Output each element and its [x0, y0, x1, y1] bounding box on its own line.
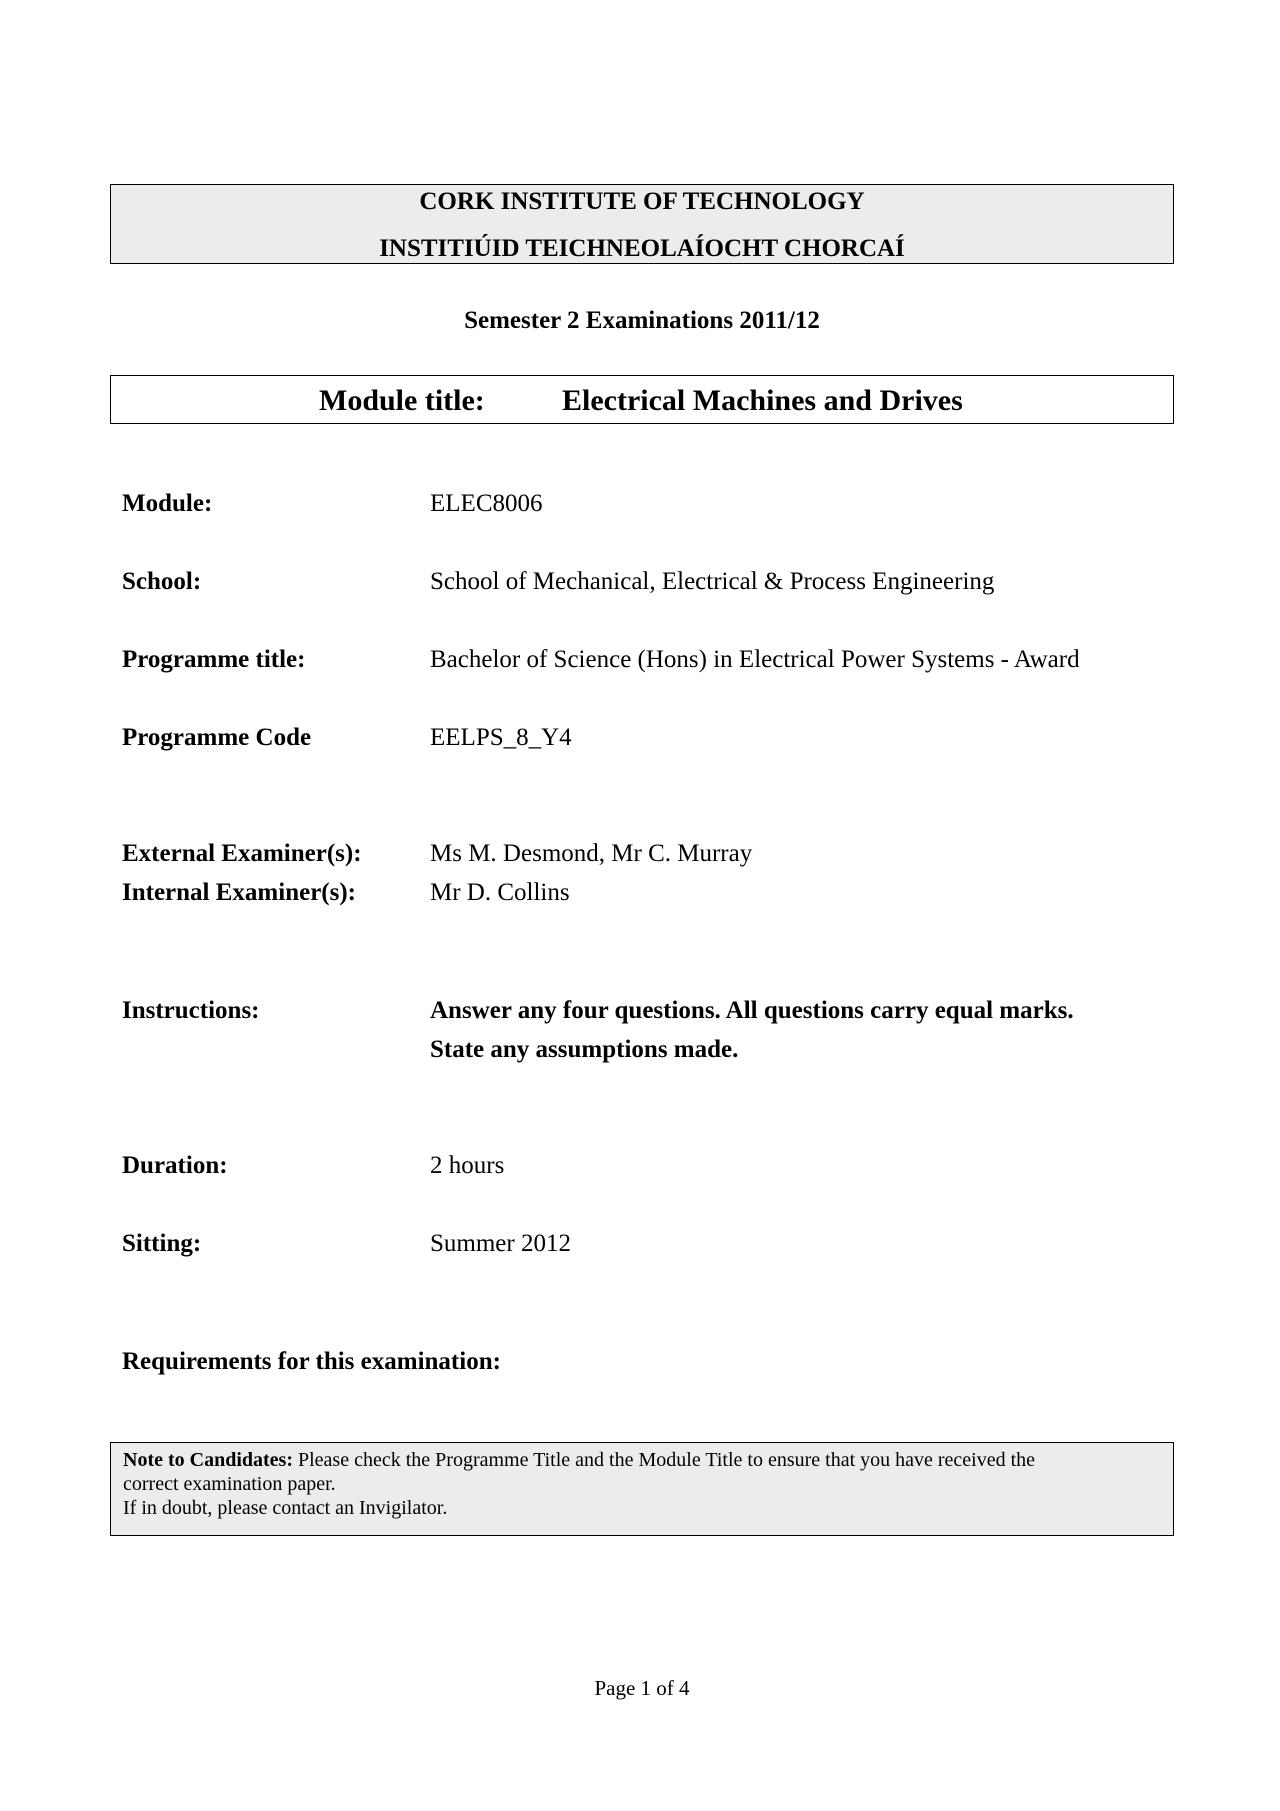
exam-session-title: Semester 2 Examinations 2011/12 [464, 307, 820, 334]
note-line-3: If in doubt, please contact an Invigilator. [123, 1497, 448, 1519]
programme-code-label: Programme Code [122, 724, 312, 751]
instructions-label: Instructions: [122, 997, 260, 1024]
institution-header-box [110, 184, 1174, 264]
page-indicator: Page 1 of 4 [594, 1676, 690, 1700]
duration-value: 2 hours [430, 1152, 505, 1179]
duration-label: Duration: [122, 1152, 228, 1179]
programme-title-value: Bachelor of Science (Hons) in Electrical Power Systems - Award [430, 646, 1080, 673]
note-line-1 [123, 1448, 1163, 1472]
programme-code-value: EELPS_8_Y4 [430, 724, 572, 751]
external-examiners-label: External Examiner(s): [122, 840, 362, 867]
note-to-candidates-box [110, 1442, 1174, 1536]
instructions-line-2: State any assumptions made. [430, 1036, 739, 1063]
internal-examiners-value: Mr D. Collins [430, 879, 570, 906]
programme-title-label: Programme title: [122, 646, 306, 673]
module-title-label: Module title: [319, 384, 485, 417]
instructions-line-1: Answer any four questions. All questions carry equal marks. [430, 997, 1074, 1024]
internal-examiners-label: Internal Examiner(s): [122, 879, 356, 906]
external-examiners-value: Ms M. Desmond, Mr C. Murray [430, 840, 753, 867]
note-text-1: Please check the Programme Title and the Module Title to ensure that you have received the [293, 1449, 1036, 1471]
sitting-label: Sitting: [122, 1230, 202, 1257]
module-value: ELEC8006 [430, 490, 543, 517]
note-line-2: correct examination paper. [123, 1473, 336, 1495]
requirements-heading: Requirements for this examination: [122, 1348, 501, 1375]
module-title-box [110, 375, 1174, 424]
module-label: Module: [122, 490, 213, 517]
institution-name-irish: INSTITIÚID TEICHNEOLAÍOCHT CHORCAÍ [379, 235, 905, 262]
note-label: Note to Candidates: [123, 1449, 293, 1471]
module-title-value: Electrical Machines and Drives [562, 384, 963, 417]
school-label: School: [122, 568, 202, 595]
institution-name-english: CORK INSTITUTE OF TECHNOLOGY [419, 188, 865, 215]
sitting-value: Summer 2012 [430, 1230, 571, 1257]
school-value: School of Mechanical, Electrical & Process Engineering [430, 568, 995, 595]
